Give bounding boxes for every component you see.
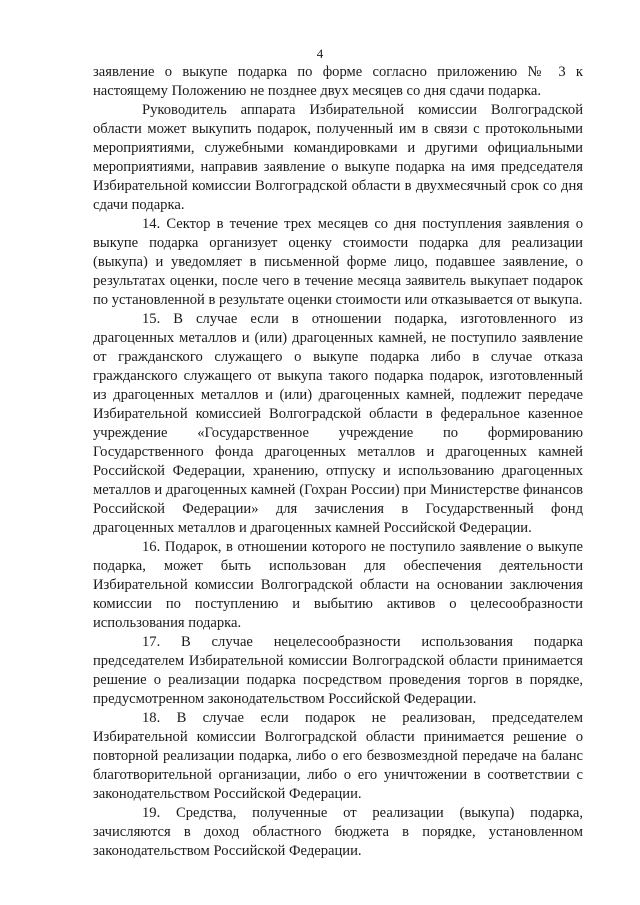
paragraph-continuation: заявление о выкупе подарка по форме согласно приложению № 3 к настоящему Положению не позднее двух месяцев со дня сдачи подарка.: [93, 64, 583, 99]
paragraph-16: 16. Подарок, в отношении которого не поступило заявление о выкупе подарка, может быть использован для обеспечения деятельности Избирательной комиссии Волгоградской области на основании заключения комиссии по поступлению и выбытию активов о целесообразности использования подарка.: [93, 539, 583, 631]
paragraph-19: 19. Средства, полученные от реализации (выкупа) подарка, зачисляются в доход областного бюджета в порядке, установленном законодательством Российской Федерации.: [93, 805, 583, 859]
paragraph-18: 18. В случае если подарок не реализован, председателем Избирательной комиссии Волгоградской области принимается решение о повторной реализации подарка, либо о его безвозмездной передаче на баланс благотворительной организации, либо о его уничтожении в соответствии с законодательством Российской Федерации.: [93, 710, 583, 802]
paragraph-14: 14. Сектор в течение трех месяцев со дня поступления заявления о выкупе подарка организует оценку стоимости подарка для реализации (выкупа) и уведомляет в письменной форме лицо, подавшее заявление, о результатах оценки, после чего в течение месяца заявитель выкупает подарок по установленной в результате оценки стоимости или отказывается от выкупа.: [93, 216, 583, 308]
paragraph-17: 17. В случае нецелесообразности использования подарка председателем Избирательной комиссии Волгоградской области принимается решение о реализации подарка посредством проведения торгов в порядке, предусмотренном законодательством Российской Федерации.: [93, 634, 583, 707]
page-number: 4: [316, 46, 324, 61]
paragraph-15: 15. В случае если в отношении подарка, изготовленного из драгоценных металлов и (или) драгоценных камней, не поступило заявление от гражданского служащего о выкупе подарка либо в случае отказа гражданского служащего от выкупа такого подарка подарок, изготовленный из драгоценных металлов и (или) драгоценных камней, подлежит передаче Избирательной комиссией Волгоградской области в федеральное казенное учреждение «Государственное учреждение по формированию Государственного фонда драгоценных металлов и драгоценных камней Российской Федерации, хранению, отпуску и использованию драгоценных металлов и драгоценных камней (Гохран России) при Министерстве финансов Российской Федерации» для зачисления в Государственный фонд драгоценных металлов и драгоценных камней Российской Федерации.: [93, 311, 583, 536]
document-body: [93, 63, 583, 861]
paragraph-head-of-staff-purchase: Руководитель аппарата Избирательной комиссии Волгоградской области может выкупить подарок, полученный им в связи с протокольными мероприятиями, служебными командировками и другими официальными мероприятиями, направив заявление о выкупе подарка на имя председателя Избирательной комиссии Волгоградской области в двухмесячный срок со дня сдачи подарка.: [93, 102, 583, 213]
